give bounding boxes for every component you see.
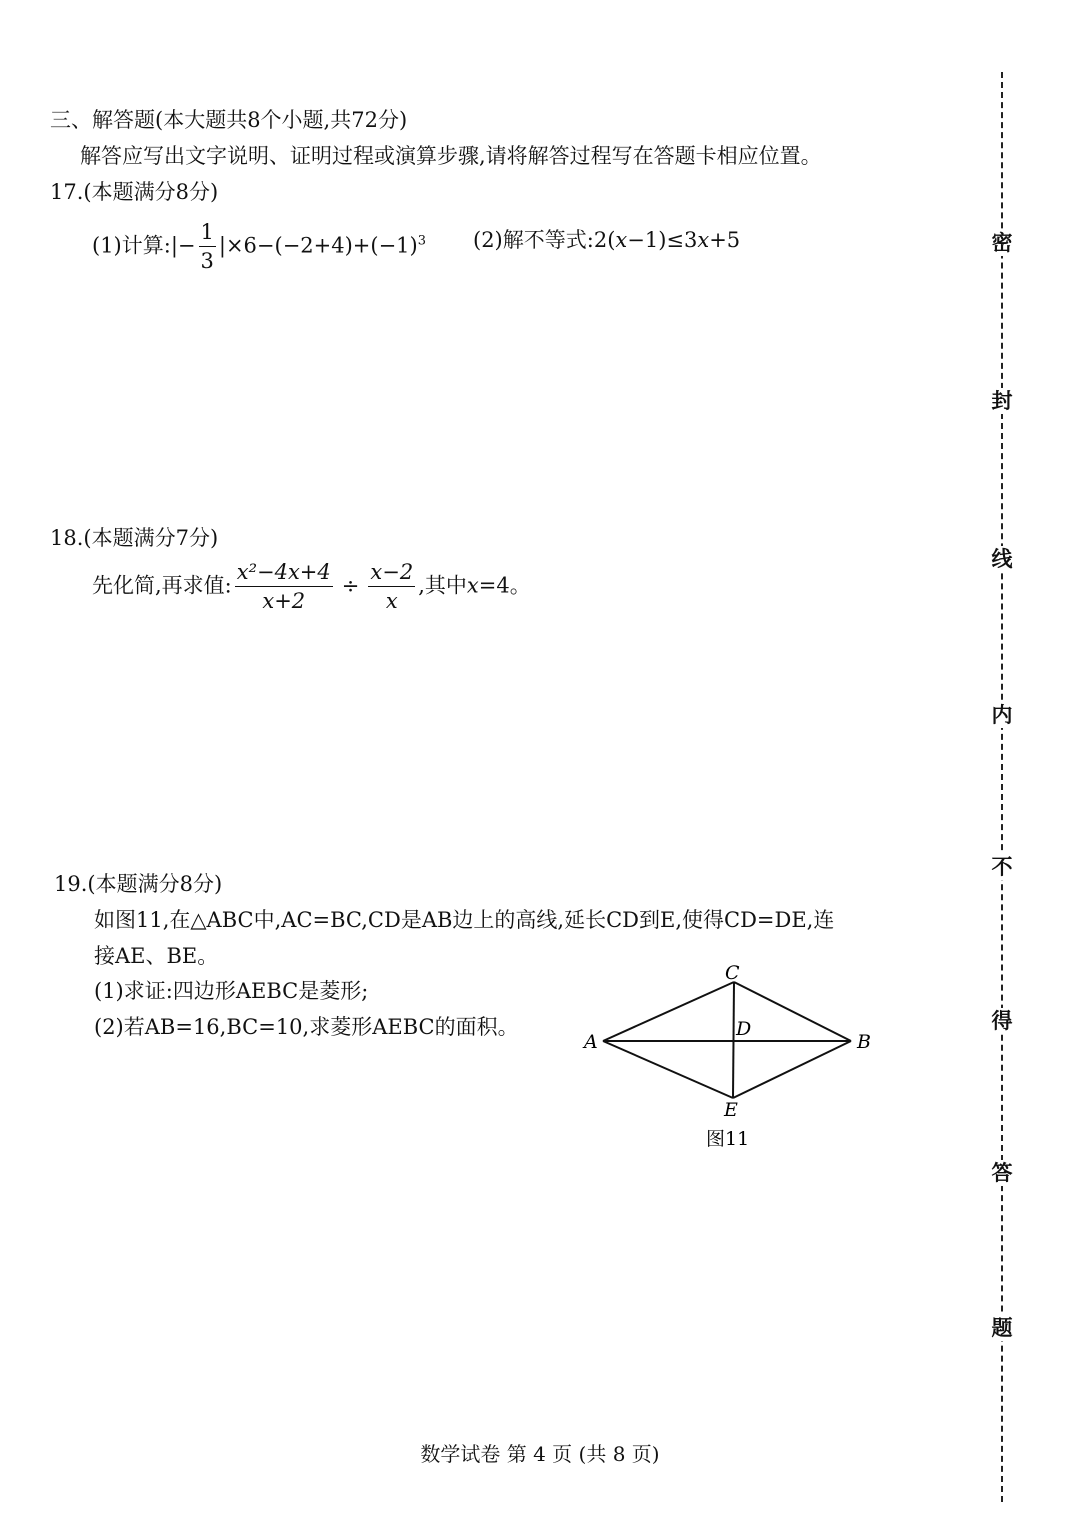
q18-frac2-num: x−2	[368, 562, 415, 587]
q18-number: 18.	[50, 526, 84, 550]
q18-lead: 先化简,再求值:	[92, 573, 232, 598]
q18-frac1-den: x+2	[262, 589, 306, 613]
q17-part1	[92, 222, 426, 272]
q17-part1-fraction	[199, 222, 216, 272]
q18-frac2-den: x	[385, 589, 398, 613]
seal-char-4: 内	[991, 702, 1013, 727]
q17-part2-var-x2: x	[697, 228, 710, 252]
seal-char-6: 得	[991, 1008, 1013, 1033]
figure-caption: 图11	[706, 1128, 750, 1150]
q17-part2-expr-c: +5	[709, 228, 741, 252]
seal-char-3: 线	[991, 546, 1013, 571]
q18-frac1-num: x²−4x+4	[235, 562, 333, 587]
label-A: A	[584, 1031, 598, 1053]
q17-part1-rest: |×6−(−2+4)+(−1)	[218, 233, 418, 258]
q18-divide-sign: ÷	[341, 573, 360, 598]
seal-char-7: 答	[991, 1160, 1013, 1185]
q17-part2-label: (2)解不等式:	[473, 228, 594, 252]
q18-fraction-2	[368, 562, 415, 612]
q17-score: (本题满分8分)	[83, 180, 219, 204]
q18-tail-pre: ,其中	[418, 573, 467, 598]
q19-stem-line2: 接AE、BE。	[94, 944, 219, 968]
figure-11-rhombus	[570, 955, 890, 1155]
q18-tail-var: x	[466, 573, 479, 598]
q17-part2-expr-b: −1)≤3	[627, 228, 698, 252]
q18-header	[50, 524, 218, 552]
q19-part2: (2)若AB=16,BC=10,求菱形AEBC的面积。	[94, 1015, 519, 1039]
q17-part1-exponent: 3	[417, 233, 427, 249]
q18-fraction-1	[235, 562, 333, 612]
q18-tail-post: =4。	[478, 573, 531, 598]
label-D: D	[736, 1018, 752, 1040]
segment-EA	[603, 1041, 733, 1098]
segment-CE	[733, 982, 734, 1098]
segment-AC	[603, 982, 734, 1041]
segment-CB	[734, 982, 851, 1041]
q17-part2-var-x1: x	[615, 228, 628, 252]
page-footer: 数学试卷 第 4 页 (共 8 页)	[420, 1442, 660, 1466]
q19-header	[54, 870, 222, 898]
seal-dashed-line	[1001, 72, 1003, 1502]
q19-number: 19.	[54, 872, 88, 896]
q19-part1: (1)求证:四边形AEBC是菱形;	[94, 979, 369, 1003]
q17-header	[50, 178, 218, 206]
segment-BE	[733, 1041, 851, 1098]
q19-score: (本题满分8分)	[87, 872, 223, 896]
q17-part1-abs-open: |−	[170, 233, 196, 258]
seal-char-8: 题	[991, 1315, 1013, 1340]
q18-score: (本题满分7分)	[83, 526, 219, 550]
q17-number: 17.	[50, 180, 84, 204]
q17-part1-frac-den: 3	[200, 249, 214, 273]
q18-expression	[92, 562, 531, 612]
q17-part1-label: (1)计算:	[92, 233, 171, 258]
q17-part2-expr-a: 2(	[593, 228, 616, 252]
q17-part1-frac-num: 1	[199, 222, 216, 247]
seal-char-2: 封	[991, 388, 1013, 413]
seal-char-1: 密	[991, 230, 1013, 255]
label-C: C	[725, 962, 740, 984]
section-instruction: 解答应写出文字说明、证明过程或演算步骤,请将解答过程写在答题卡相应位置。	[80, 144, 822, 168]
label-B: B	[857, 1031, 871, 1053]
seal-char-5: 不	[991, 854, 1013, 879]
section-heading: 三、解答题(本大题共8个小题,共72分)	[50, 108, 408, 132]
q19-stem-line1: 如图11,在△ABC中,AC=BC,CD是AB边上的高线,延长CD到E,使得CD=DE,连	[94, 908, 835, 932]
q17-part2	[473, 226, 740, 254]
label-E: E	[724, 1099, 738, 1121]
